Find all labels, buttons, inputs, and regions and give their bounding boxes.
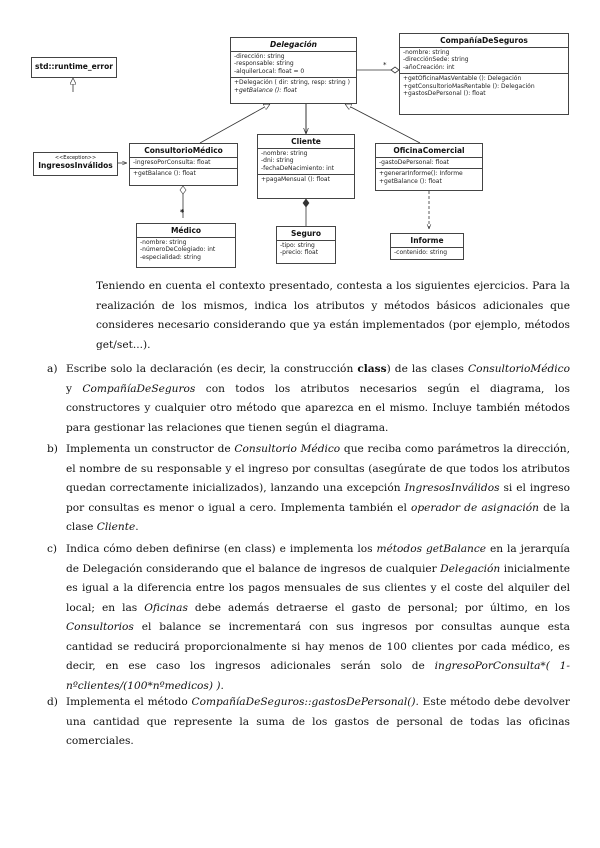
exercise-d-label: d) (47, 696, 58, 708)
exercise-d-term: CompañíaDeSeguros::gastosDePersonal() (191, 696, 416, 708)
exercise-d (47, 693, 570, 752)
method: +generarInforme(): Informe (379, 170, 463, 178)
delegacion-class (230, 37, 357, 104)
exercise-b-term: operador de asignación (411, 501, 539, 514)
attribute: -nombre: string (261, 150, 308, 157)
attribute: -tipo: string (280, 242, 315, 249)
seguro-title: Seguro (277, 227, 335, 241)
aggregation-diamond (391, 67, 399, 73)
exercise-b-term: Cliente (96, 521, 136, 533)
ingresos-title: IngresosInválidos (38, 161, 113, 170)
exercise-a-text: ) de las clases (386, 363, 468, 375)
consultorio-title: ConsultorioMédico (130, 144, 237, 158)
exercise-b-term: IngresosInválidos (404, 482, 500, 494)
attribute: -númeroDeColegiado: int (140, 246, 216, 254)
oficina-class (375, 143, 483, 191)
runtime-error-title: std::runtime_error (35, 62, 113, 71)
compania-attributes (400, 48, 568, 74)
exercise-c-text: inicialmente es igual a la diferencia entre los pagos mensuales de sus clientes y el coste del alquiler del local; en las (66, 562, 570, 614)
attribute: -direcciónSede: string (403, 56, 469, 64)
attribute: -ingresoPorConsulta: float (133, 159, 211, 166)
attribute: -especialidad: string (140, 253, 201, 261)
oficina-title: OficinaComercial (376, 144, 482, 158)
attribute: -dirección: string (234, 53, 285, 60)
method: +Delegación ( dir: string, resp: string ) (234, 79, 350, 87)
attribute: -fechaDeNacimiento: int (261, 164, 334, 172)
method: +getBalance (): float (234, 86, 297, 94)
cliente-title: Cliente (258, 135, 354, 149)
aggregation-multiplicity: * (383, 61, 387, 69)
consultorio-methods (130, 169, 237, 179)
exercise-b-text: . (135, 521, 139, 533)
exercise-a-keyword: class (357, 363, 387, 375)
attribute: -añoCreación: int (403, 63, 455, 71)
exercise-c-text: el balance se incrementará con sus ingresos por consultas aunque esta cantidad se reducirá proporcionalmente si hay menos de 100 clientes por cada médico, es decir, en ese caso los ingresos adicionales serán solo de (66, 621, 570, 672)
consultorio-attributes (130, 158, 237, 169)
method: +getBalance (): float (379, 177, 442, 185)
association-asterisk: * (180, 208, 185, 217)
informe-class (390, 233, 464, 260)
method: +getBalance (): float (133, 170, 196, 178)
medico-class (136, 223, 236, 268)
exercise-c-text: debe además detraerse el gasto de personal; por último, en los (187, 601, 571, 614)
exercise-a-text: y (66, 382, 83, 395)
exercise-d-text: . Este método debe devolver una cantidad que represente la suma de los gastos de personal de todas las oficinas comerciales. (66, 696, 570, 747)
composition-diamond (303, 199, 309, 207)
exception-stereotype: <<Exception>> (54, 155, 97, 161)
attribute: -dni: string (261, 157, 294, 165)
delegacion-methods (231, 78, 356, 96)
exercise-c-term: métodos getBalance (376, 543, 487, 555)
seguro-attributes (277, 241, 335, 259)
delegacion-attributes (231, 52, 356, 78)
exercise-a-text: con todos los atributos necesarios según el diagrama, los constructores y cualquier otro método que aparezca en el mismo. Incluye también métodos para gestionar las relaciones que tienen según el diagrama. (66, 382, 570, 434)
attribute: -gastoDePersonal: float (379, 159, 450, 166)
exercise-a (47, 360, 570, 438)
exercise-b (47, 440, 570, 538)
exercise-b-text: de la clase (66, 501, 570, 533)
consultorio-class (129, 143, 238, 186)
attribute: -nombre: string (403, 49, 450, 56)
seguro-class (276, 226, 336, 264)
exercise-a-label: a) (47, 363, 58, 375)
attribute: -contenido: string (394, 249, 448, 256)
exercise-c-term: Consultorios (66, 621, 134, 633)
cliente-class (257, 134, 355, 199)
exercise-d-text: Implementa el método (66, 696, 192, 708)
ingresos-invalidos-class (33, 152, 118, 176)
informe-title: Informe (391, 234, 463, 248)
compania-methods (400, 74, 568, 99)
exercise-b-term: Consultorio Médico (234, 443, 341, 455)
exercise-c-text: . (220, 679, 224, 692)
exercise-c-label: c) (47, 543, 58, 555)
medico-attributes (137, 238, 235, 263)
oficina-methods (376, 169, 482, 187)
method: +pagaMensual (): float (261, 176, 330, 184)
delegacion-title: Delegación (231, 38, 356, 52)
aggregation-medico-diamond (180, 186, 186, 194)
medico-title: Médico (137, 224, 235, 238)
exercise-c-text: en la jerarquía de Delegación considerando que el balance de ingresos de cualquier (66, 543, 570, 575)
intro-paragraph: Teniendo en cuenta el contexto presentado, contesta a los siguientes ejercicios. Para la realización de los mismos, indica los atributos y métodos básicos adicionales que consideres necesario considerando que ya están implementados (por ejemplo, métodos get/set...). (96, 280, 570, 351)
oficina-attributes (376, 158, 482, 169)
method: +gastosDePersonal (): float (403, 90, 486, 98)
exercise-c-formula: ingresoPorConsulta*( 1-nºclientes/(100*nºmedicos) ) (66, 660, 570, 692)
method: +getOficinaMasVentable (): Delegación (403, 75, 522, 83)
compania-class (399, 33, 569, 115)
attribute: -precio: float (280, 249, 319, 257)
runtime-error-class (31, 57, 117, 78)
exercise-b-text: si el ingreso por consultas es menor o igual a cero. Implementa también el (66, 482, 570, 514)
exercise-b-text: que reciba como parámetros la dirección, el nombre de su responsable y el ingreso por consultas (asegúrate de que todos los atributos quedan correctamente inicializados), lanzando una excepción (66, 443, 570, 494)
cliente-methods (258, 175, 354, 185)
attribute: -nombre: string (140, 239, 187, 246)
cliente-attributes (258, 149, 354, 175)
attribute: -alquilerLocal: float = 0 (234, 67, 305, 75)
exercise-c-term: Oficinas (144, 601, 188, 614)
method: +getConsultorioMasRentable (): Delegación (403, 82, 535, 90)
informe-attributes (391, 248, 463, 258)
exercise-a-text: Escribe solo la declaración (es decir, la construcción (66, 363, 358, 375)
exercise-c-term: Delegación (440, 562, 501, 575)
exercise-a-class: CompañíaDeSeguros (82, 382, 196, 395)
compania-title: CompañíaDeSeguros (400, 34, 568, 48)
exercise-c-text: Indica cómo deben definirse (en class) e implementa los (66, 543, 377, 555)
attribute: -responsable: string (234, 60, 294, 68)
exercise-a-class: ConsultorioMédico (467, 363, 570, 375)
exercise-c (47, 540, 571, 696)
exercise-b-text: Implementa un constructor de (66, 443, 235, 455)
exercise-b-label: b) (47, 443, 58, 455)
